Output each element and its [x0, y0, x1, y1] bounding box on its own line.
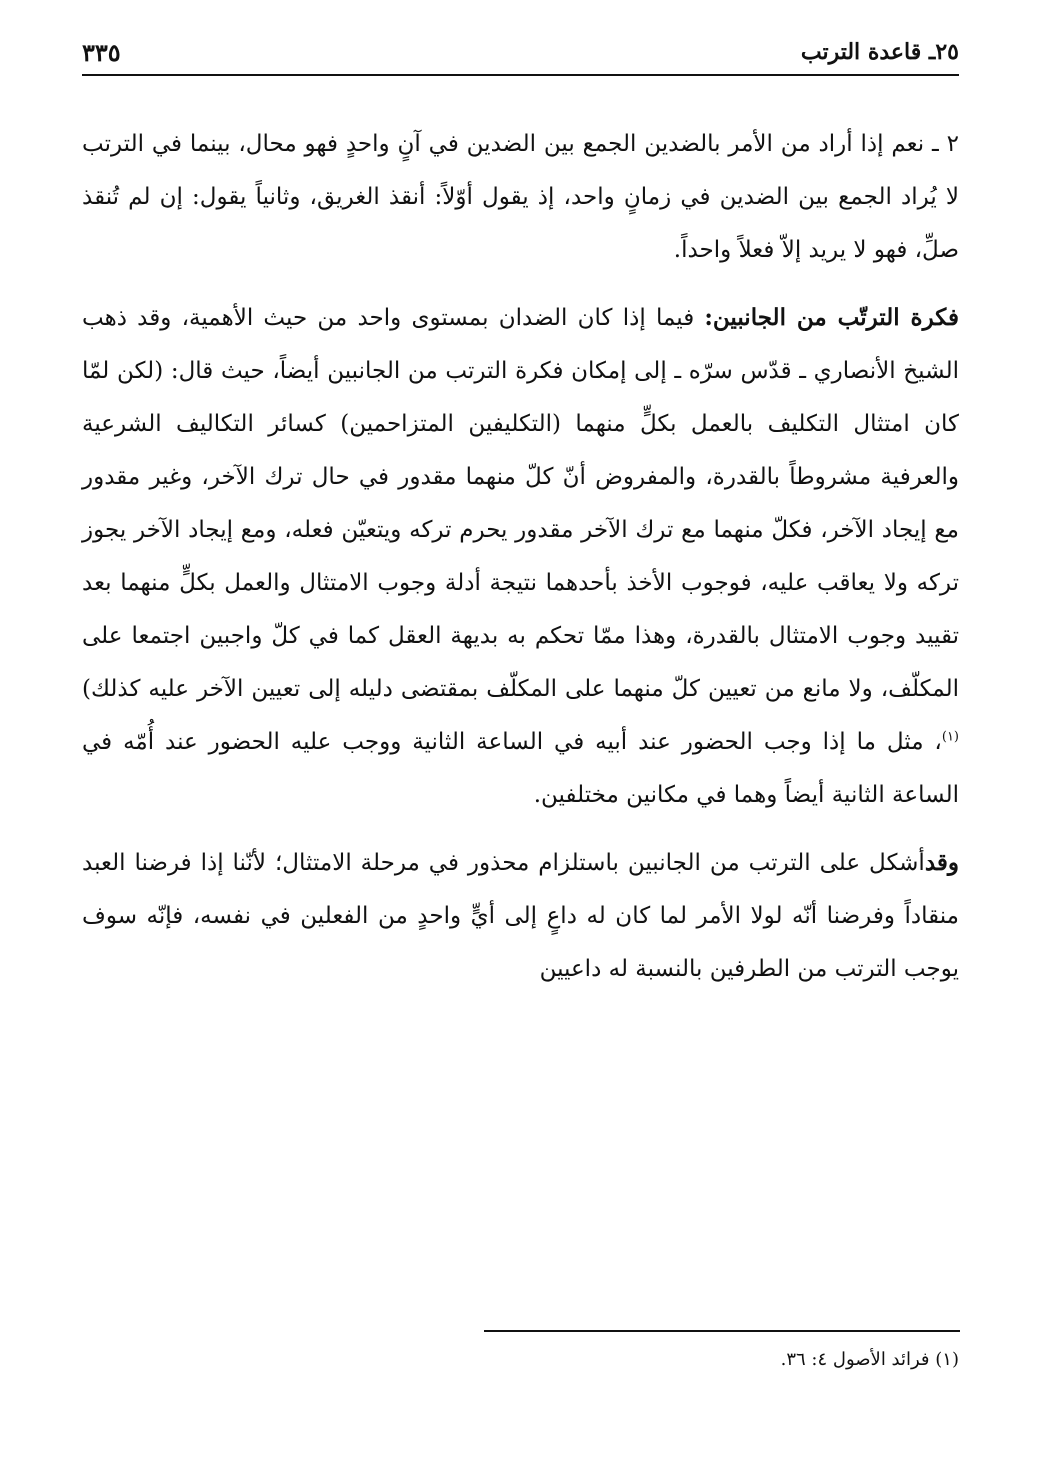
body-text [82, 118, 959, 1010]
running-title: ٢٥ـ قاعدة الترتب [800, 39, 959, 65]
paragraph-2-tail: ، مثل ما إذا وجب الحضور عند أبيه في الساعة الثانية ووجب عليه الحضور عند أُمّه في الساعة الثانية أيضاً وهما في مكانين مختلفين. [82, 729, 959, 808]
page-number: ٣٣٥ [82, 37, 121, 67]
page-header [82, 30, 959, 76]
paragraph-3-lead: وقد [924, 849, 959, 876]
paragraph-3-text: أشكل على الترتب من الجانبين باستلزام محذور في مرحلة الامتثال؛ لأنّنا إذا فرضنا العبد منقاداً وفرضنا أنّه لولا الأمر لما كان له داعٍ إلى أيٍّ واحدٍ من الفعلين في نفسه، فإنّه سوف يوجب الترتب من الطرفين بالنسبة له داعيين [82, 850, 959, 982]
paragraph-3 [82, 836, 959, 996]
paragraph-2 [82, 291, 959, 822]
paragraph-1-text: ٢ ـ نعم إذا أراد من الأمر بالضدين الجمع بين الضدين في آنٍ واحدٍ فهو محال، بينما في الترتب لا يُراد الجمع بين الضدين في زمانٍ واحد، إذ يقول أوّلاً: أنقذ الغريق، وثانياً يقول: إن لم تُنقذ صلِّ، فهو لا يريد إلاّ فعلاً واحداً. [82, 131, 959, 263]
paragraph-2-text: فيما إذا كان الضدان بمستوى واحد من حيث الأهمية، وقد ذهب الشيخ الأنصاري ـ قدّس سرّه ـ إلى إمكان فكرة الترتب من الجانبين أيضاً، حيث قال: (لكن لمّا كان امتثال التكليف بالعمل بكلٍّ منهما (التكليفين المتزاحمين) كسائر التكاليف الشرعية والعرفية مشروطاً بالقدرة، والمفروض أنّ كلّ منهما مقدور في حال ترك الآخر، وغير مقدور مع إيجاد الآخر، فكلّ منهما مع ترك الآخر مقدور يحرم تركه ويتعيّن فعله، ومع إيجاد الآخر يجوز تركه ولا يعاقب عليه، فوجوب الأخذ بأحدهما نتيجة أدلة وجوب الامتثال والعمل بكلٍّ منهما بعد تقييد وجوب الامتثال بالقدرة، وهذا ممّا تحكم به بديهة العقل كما في كلّ واجبين اجتمعا على المكلّف، ولا مانع من تعيين كلّ منهما على المكلّف بمقتضى دليله إلى تعيين الآخر عليه كذلك) [82, 305, 959, 702]
footnote: (١) فرائد الأصول ٤: ٣٦. [780, 1349, 959, 1370]
paragraph-1 [82, 118, 959, 277]
footnote-divider [484, 1330, 960, 1332]
footnote-marker: (١) [941, 729, 959, 745]
paragraph-2-heading: فكرة الترتّب من الجانبين: [704, 304, 959, 331]
